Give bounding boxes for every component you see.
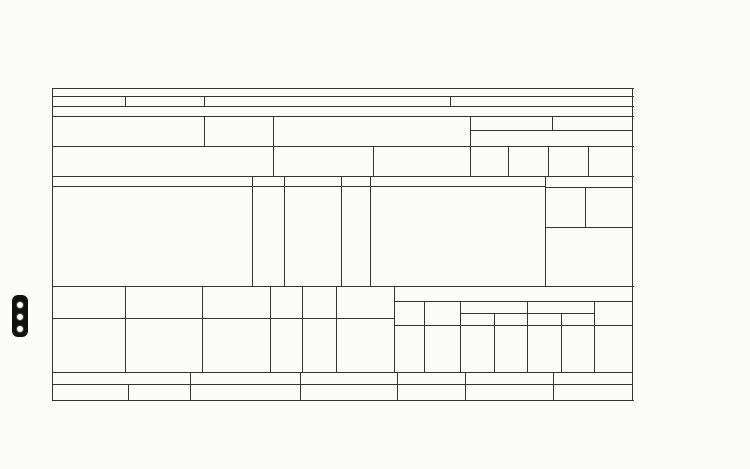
punch-hole bbox=[16, 301, 24, 309]
punch-hole bbox=[16, 313, 24, 321]
punch-hole bbox=[16, 325, 24, 333]
